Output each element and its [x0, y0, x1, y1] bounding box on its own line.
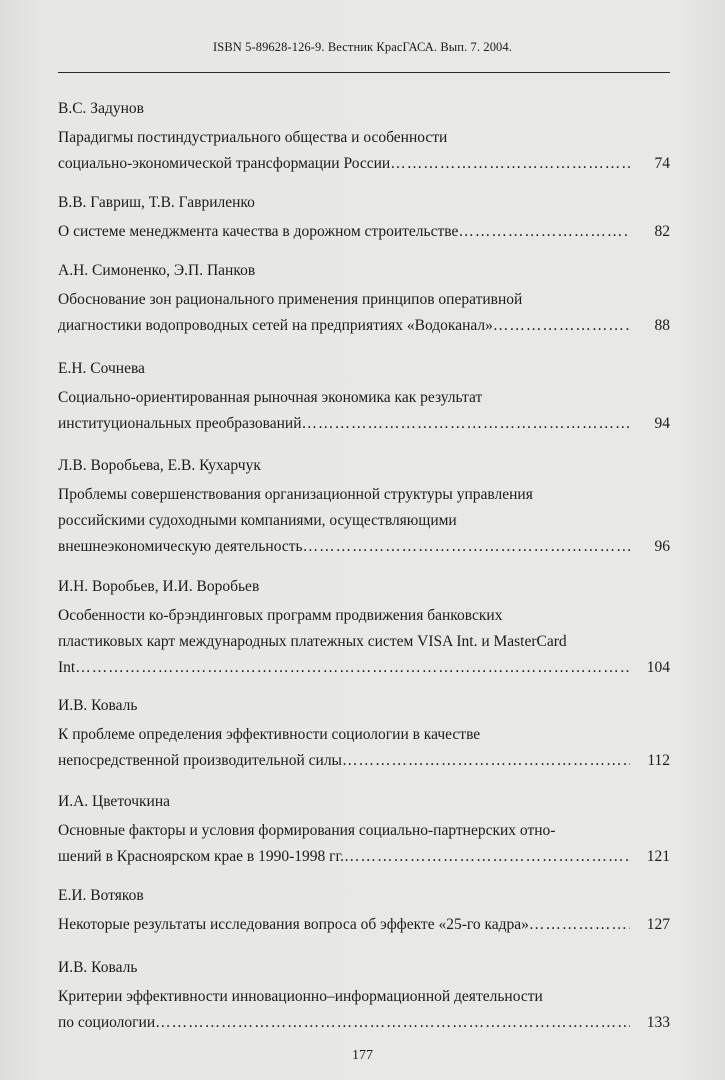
entry-page-number: 82: [654, 223, 670, 240]
entry-author: Е.Н. Сочнева: [58, 360, 145, 377]
toc-entry: [58, 955, 670, 1036]
entry-author: И.В. Коваль: [58, 959, 138, 976]
entry-title-line: Обоснование зон рационального применения принципов оперативной: [58, 291, 523, 308]
entry-author: А.Н. Симоненко, Э.П. Панков: [58, 262, 256, 279]
toc-entry: [58, 453, 670, 560]
entry-title-end: внешнеэкономическую деятельность: [58, 538, 303, 555]
entry-title-line: российскими судоходными компаниями, осуществляющими: [58, 512, 457, 529]
entry-last-line: [58, 151, 670, 177]
dot-leader: [529, 912, 630, 938]
entry-last-line: [58, 313, 670, 339]
entry-author: В.С. Задунов: [58, 100, 144, 117]
dot-leader: [493, 313, 630, 339]
entry-author: И.Н. Воробьев, И.И. Воробьев: [58, 578, 260, 595]
entry-title-end: институциональных преобразований: [58, 415, 302, 432]
entry-title-line: Проблемы совершенствования организационной структуры управления: [58, 486, 533, 503]
entry-author: Е.И. Вотяков: [58, 887, 144, 904]
entry-title-line: Основные факторы и условия формирования социально-партнерских отно-: [58, 822, 556, 839]
entry-page-number: 96: [654, 538, 670, 555]
dot-leader: [75, 655, 630, 681]
page-number-footer: 177: [352, 1048, 373, 1063]
dot-leader: [344, 844, 630, 870]
entry-title-end: Int: [58, 659, 76, 676]
toc-entry: [58, 96, 670, 177]
header-rule: [58, 72, 670, 73]
entry-author: И.А. Цветочкина: [58, 793, 171, 810]
entry-last-line: [58, 748, 670, 774]
entry-title-end: социально-экономической трансформации России: [58, 155, 391, 172]
entry-page-number: 94: [654, 415, 670, 432]
toc-entry: [58, 258, 670, 339]
dot-leader: [155, 1010, 630, 1036]
entry-last-line: [58, 844, 670, 870]
entry-last-line: [58, 912, 670, 938]
entry-last-line: [58, 411, 670, 437]
entry-last-line: [58, 219, 670, 245]
entry-page-number: 121: [646, 848, 670, 865]
dot-leader: [302, 411, 631, 437]
entry-page-number: 88: [654, 317, 670, 334]
entry-page-number: 104: [646, 659, 670, 676]
toc-entry: [58, 693, 670, 774]
entry-last-line: [58, 655, 670, 681]
dot-leader: [303, 534, 630, 560]
entry-last-line: [58, 1010, 670, 1036]
dot-leader: [458, 219, 630, 245]
toc-entry: [58, 883, 670, 938]
entry-title-end: непосредственной производительной силы: [58, 752, 342, 769]
dot-leader: [342, 748, 630, 774]
entry-title-end: шений в Красноярском крае в 1990-1998 гг.: [58, 848, 344, 865]
toc-entry: [58, 190, 670, 245]
toc-entry: [58, 789, 670, 870]
entry-author: Л.В. Воробьева, Е.В. Кухарчук: [58, 457, 261, 474]
entry-page-number: 133: [646, 1014, 670, 1031]
entry-title-end: диагностики водопроводных сетей на предприятиях «Водоканал»: [58, 317, 493, 334]
entry-author: В.В. Гавриш, Т.В. Гавриленко: [58, 194, 255, 211]
entry-title-line: пластиковых карт международных платежных систем VISA Int. и MasterCard: [58, 633, 567, 650]
entry-title-line: Особенности ко-брэндинговых программ продвижения банковских: [58, 607, 503, 624]
toc-entry: [58, 574, 670, 681]
entry-title-end: Некоторые результаты исследования вопроса об эффекте «25-го кадра»: [58, 916, 529, 933]
entry-author: И.В. Коваль: [58, 697, 138, 714]
entry-title-line: Социально-ориентированная рыночная экономика как результат: [58, 389, 483, 406]
toc-entry: [58, 356, 670, 437]
entry-title-end: по социологии: [58, 1014, 156, 1031]
entry-title-end: О системе менеджмента качества в дорожном строительстве: [58, 223, 459, 240]
entry-page-number: 74: [654, 155, 670, 172]
entry-title-line: К проблеме определения эффективности социологии в качестве: [58, 726, 481, 743]
dot-leader: [390, 151, 630, 177]
entry-page-number: 112: [647, 752, 670, 769]
running-header: ISBN 5-89628-126-9. Вестник КрасГАСА. Вып. 7. 2004.: [213, 40, 512, 54]
entry-title-line: Критерии эффективности инновационно–информационной деятельности: [58, 988, 543, 1005]
entry-title-line: Парадигмы постиндустриального общества и особенности: [58, 129, 448, 146]
entry-last-line: [58, 534, 670, 560]
entry-page-number: 127: [646, 916, 670, 933]
